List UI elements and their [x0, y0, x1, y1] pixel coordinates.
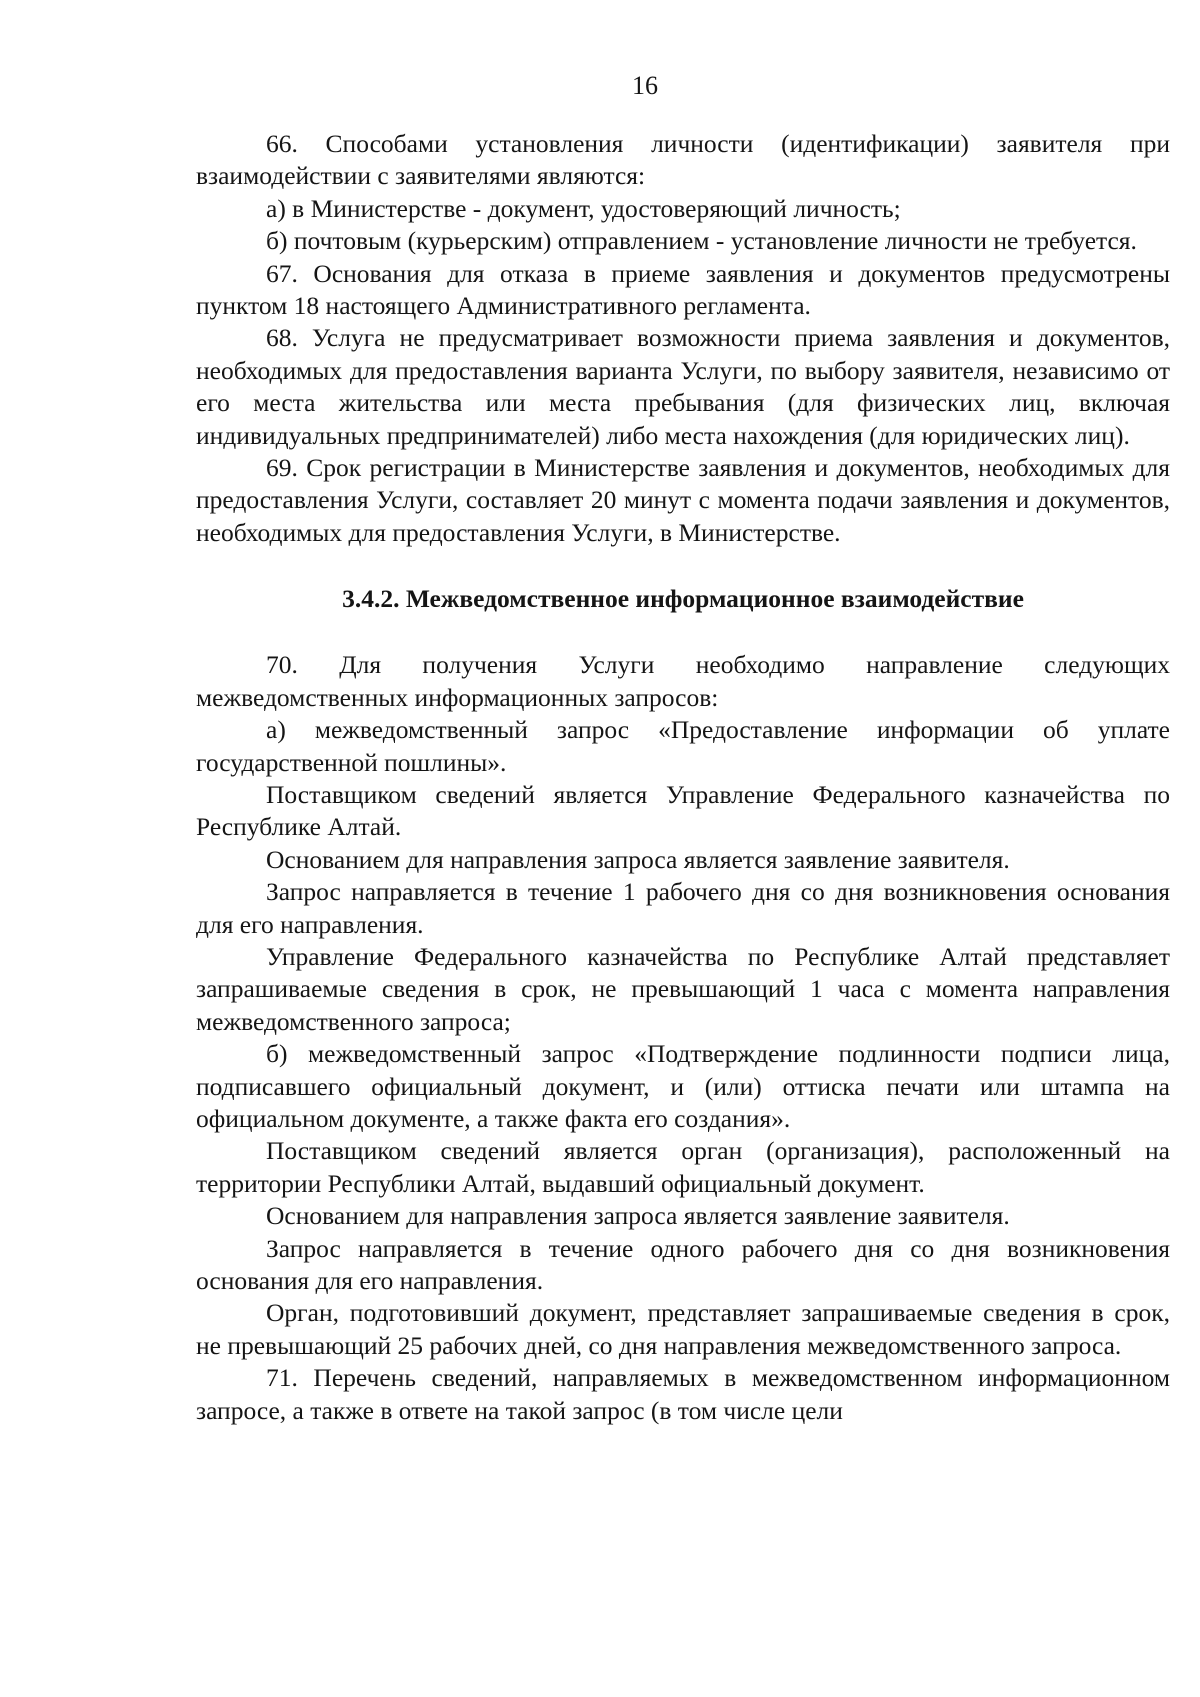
page-number: 16: [632, 71, 658, 100]
paragraph-70-b-basis: Основанием для направления запроса является заявление заявителя.: [266, 1201, 1010, 1231]
paragraph-66: 66. Способами установления личности (идентификации) заявителя при взаимодействии с заявителями являются:: [196, 129, 1170, 191]
paragraph-70-a-basis: Основанием для направления запроса является заявление заявителя.: [266, 844, 1010, 874]
paragraph-70-b-provider: Поставщиком сведений является орган (организация), расположенный на территории Республики Алтай, выдавший официальный документ.: [196, 1136, 1170, 1198]
paragraph-67: 67. Основания для отказа в приеме заявления и документов предусмотрены пунктом 18 настоящего Административного регламента.: [196, 258, 1170, 321]
paragraph-71: 71. Перечень сведений, направляемых в межведомственном информационном запросе, а также в ответе на такой запрос (в том числе цели: [196, 1363, 1170, 1425]
paragraph-70-a: а) межведомственный запрос «Предоставление информации об уплате государственной пошлины».: [196, 715, 1170, 777]
paragraph-69: 69. Срок регистрации в Министерстве заявления и документов, необходимых для предоставления Услуги, составляет 20 минут с момента подачи заявления и документов, необходимых для предоставления Услуги, в Министерстве.: [196, 453, 1170, 547]
paragraph-66-a: а) в Министерстве - документ, удостоверяющий личность;: [266, 193, 901, 223]
paragraph-70-b-term: Запрос направляется в течение одного рабочего дня со дня возникновения основания для его направления.: [196, 1233, 1170, 1295]
paragraph-68: 68. Услуга не предусматривает возможности приема заявления и документов, необходимых для предоставления варианта Услуги, по выбору заявителя, независимо от его места жительства или места пребывания (для физических лиц, включая индивидуальных предпринимателей) либо места нахождения (для юридических лиц).: [196, 323, 1170, 450]
paragraph-70-a-provider: Поставщиком сведений является Управление Федерального казначейства по Республике Алтай.: [196, 779, 1170, 842]
paragraph-70-b-response: Орган, подготовивший документ, представляет запрашиваемые сведения в срок, не превышающий 25 рабочих дней, со дня направления межведомственного запроса.: [196, 1298, 1170, 1360]
paragraph-70-b: б) межведомственный запрос «Подтверждение подлинности подписи лица, подписавшего официальный документ, и (или) оттиска печати или штампа на официальном документе, а также факта его создания».: [196, 1039, 1170, 1133]
document-body: [196, 128, 1170, 1427]
paragraph-70-a-term: Запрос направляется в течение 1 рабочего дня со дня возникновения основания для его направления.: [196, 877, 1170, 939]
section-heading: 3.4.2. Межведомственное информационное взаимодействие: [342, 584, 1024, 614]
paragraph-66-b: б) почтовым (курьерским) отправлением - установление личности не требуется.: [266, 226, 1137, 256]
paragraph-70-a-response: Управление Федерального казначейства по Республике Алтай представляет запрашиваемые сведения в срок, не превышающий 1 часа с момента направления межведомственного запроса;: [196, 941, 1170, 1036]
paragraph-70: 70. Для получения Услуги необходимо направление следующих межведомственных информационных запросов:: [196, 650, 1170, 712]
